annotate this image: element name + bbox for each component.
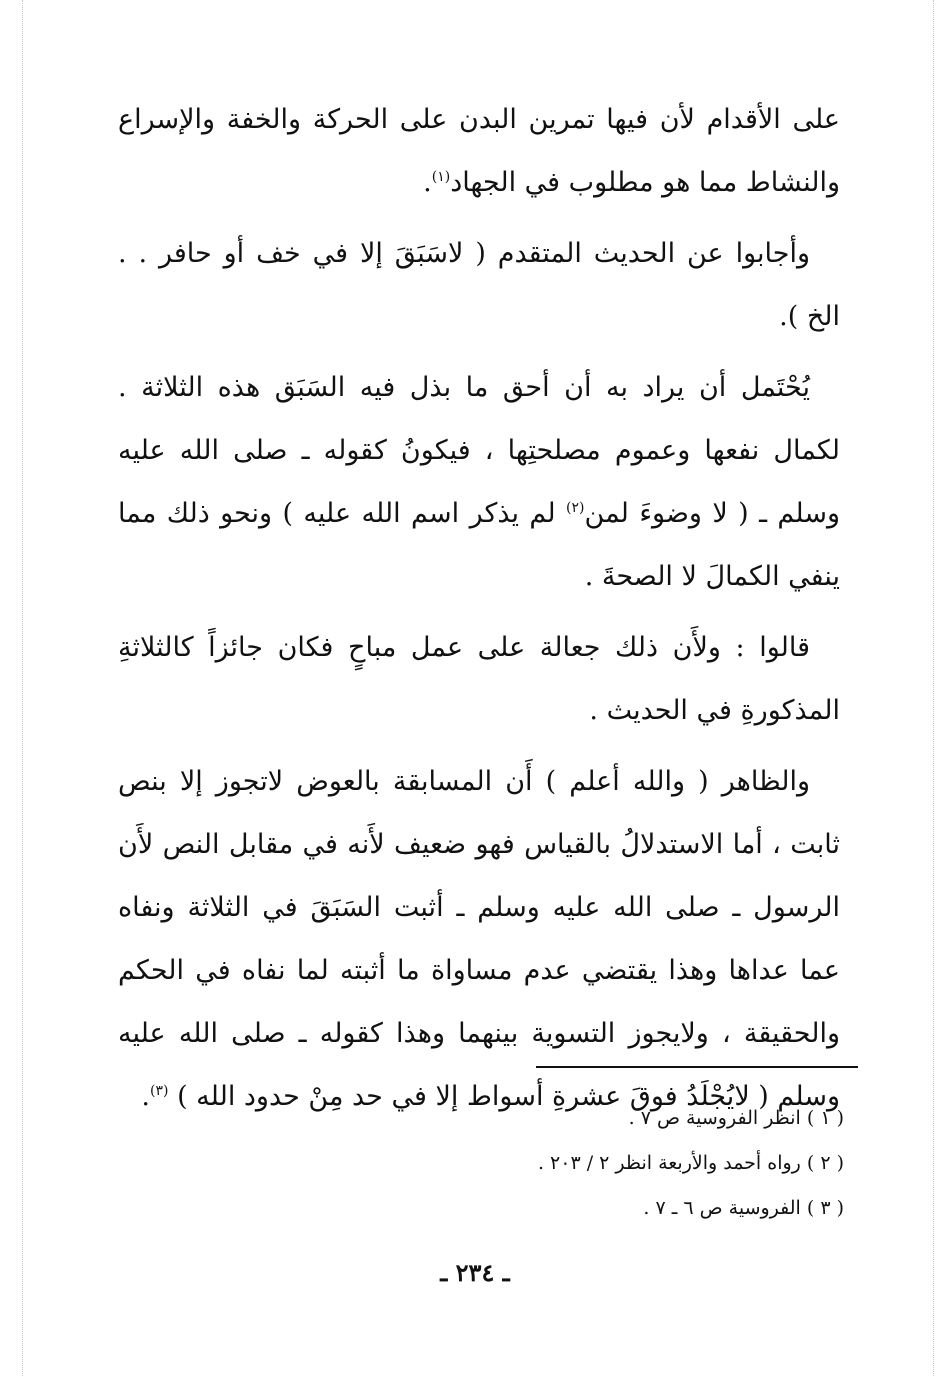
footnote-separator [536, 1066, 858, 1068]
paragraph-1 [118, 88, 840, 214]
footnote-ref-1: (١) [431, 169, 451, 185]
scan-edge-left [22, 0, 23, 1376]
paragraph-2: وأجابوا عن الحديث المتقدم ( لاسَبَقَ إلا في خف أو حافر . . الخ ). [118, 238, 840, 332]
paragraph-5 [118, 750, 840, 1128]
paragraph-1-text: على الأقدام لأن فيها تمرين البدن على الحركة والخفة والإسراع والنشاط مما هو مطلوب في الجهاد [118, 104, 840, 198]
scan-edge-right [933, 0, 934, 1376]
page-number: ـ ٢٣٤ ـ [440, 1258, 510, 1287]
paragraph-5-end: . [141, 1081, 150, 1112]
paragraph-4: قالوا : ولأَن ذلك جعالة على عمل مباحٍ فكان جائزاً كالثلاثةِ المذكورةِ في الحديث . [118, 632, 840, 726]
footnote-1: ( ١ ) انظر الفروسية ص ٧ . [628, 1107, 844, 1129]
paragraph-3-end: لم يذكر اسم الله عليه ) ونحو ذلك مما ينفي الكمالَ لا الصحةَ . [118, 498, 840, 592]
paragraph-3-text: يُحْتَمل أن يراد به أن أحق ما بذل فيه السَبَق هذه الثلاثة . لكمال نفعها وعموم مصلحتِها ، فيكونُ كقوله ـ صلى الله عليه وسلم ـ ( لا وضوءَ لمن [118, 372, 840, 529]
footnote-ref-2: (٢) [566, 500, 585, 516]
paragraph-5-text: والظاهر ( والله أعلم ) أَن المسابقة بالعوض لاتجوز إلا بنص ثابت ، أما الاستدلالُ بالقياس فهو ضعيف لأَنه في مقابل النص لأَن الرسول ـ صلى الله عليه وسلم ـ أثبت السَبَقَ في الثلاثة ونفاه عما عداها وهذا يقتضي عدم مساواة ما أثبته لما نفاه في الحكم والحقيقة ، ولايجوز التسوية بينهما وهذا كقوله ـ صلى الله عليه وسلم ( لايُجْلَدُ فوقَ عشرةِ أسواط إلا في حد مِنْ حدود الله ) [118, 766, 840, 1112]
paragraph-3 [118, 356, 840, 608]
footnote-2: ( ٢ ) رواه أحمد والأربعة انظر ٢ / ٢٠٣ . [537, 1152, 844, 1174]
footnote-ref-3: (٣) [150, 1083, 169, 1099]
footnotes [360, 1096, 844, 1231]
paragraph-1-end: . [423, 167, 432, 198]
footnote-3: ( ٣ ) الفروسية ص ٦ ـ ٧ . [643, 1197, 844, 1219]
main-text [118, 88, 840, 1136]
